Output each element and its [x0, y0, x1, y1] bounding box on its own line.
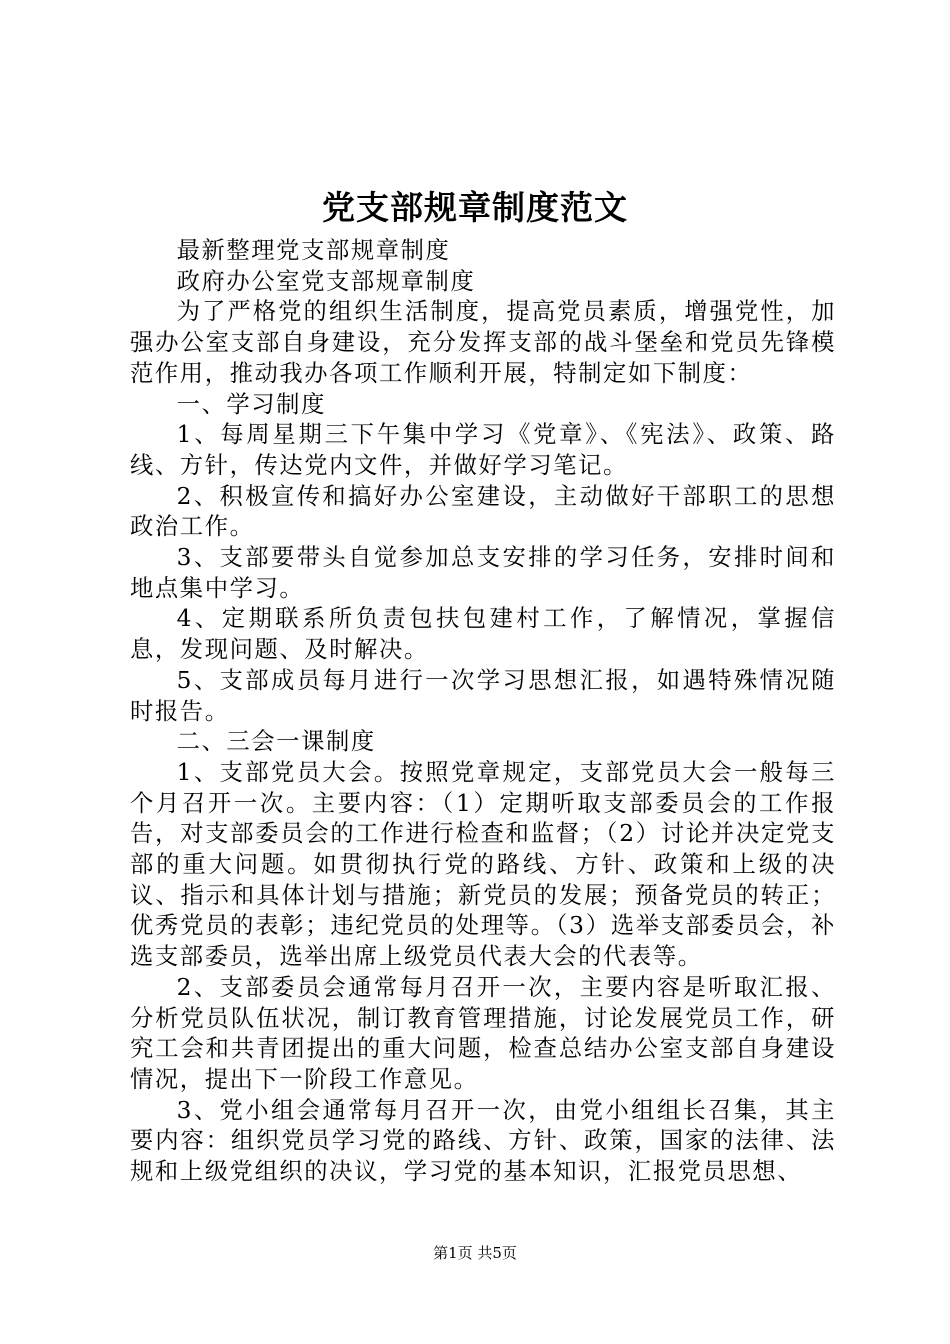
paragraph: 4、定期联系所负责包扶包建村工作，了解情况，掌握信息，发现问题、及时解决。 [130, 605, 836, 664]
paragraph: 1、每周星期三下午集中学习《党章》、《宪法》、政策、路线、方针，传达党内文件，并做好学习笔记。 [130, 421, 836, 479]
paragraph: 5、支部成员每月进行一次学习思想汇报，如遇特殊情况随时报告。 [130, 666, 836, 725]
document-body [130, 236, 836, 1188]
page-title: 党支部规章制度范文 [322, 188, 628, 227]
paragraph: 3、支部要带头自觉参加总支安排的学习任务，安排时间和地点集中学习。 [130, 544, 836, 602]
page-number-footer: 第1页 共5页 [433, 1244, 517, 1262]
paragraph: 为了严格党的组织生活制度，提高党员素质，增强党性，加强办公室支部自身建设，充分发挥支部的战斗堡垒和党员先锋模范作用，推动我办各项工作顺利开展，特制定如下制度： [130, 298, 836, 387]
paragraph: 3、党小组会通常每月召开一次，由党小组组长召集，其主要内容：组织党员学习党的路线、方针、政策，国家的法律、法规和上级党组织的决议，学习党的基本知识，汇报党员思想、 [130, 1096, 836, 1186]
section-heading: 一、学习制度 [176, 390, 326, 418]
paragraph: 1、支部党员大会。按照党章规定，支部党员大会一般每三个月召开一次。主要内容：（1）定期听取支部委员会的工作报告，对支部委员会的工作进行检查和监督；（2）讨论并决定党支部的重大问题。如贯彻执行党的路线、方针、政策和上级的决议、指示和具体计划与措施；新党员的发展；预备党员的转正；优秀党员的表彰；违纪党员的处理等。（3）选举支部委员会，补选支部委员，选举出席上级党员代表大会的代表等。 [130, 758, 836, 971]
paragraph: 政府办公室党支部规章制度 [176, 267, 476, 295]
section-heading: 二、三会一课制度 [176, 728, 376, 756]
paragraph: 最新整理党支部规章制度 [176, 237, 451, 264]
paragraph: 2、积极宣传和搞好办公室建设，主动做好干部职工的思想政治工作。 [130, 482, 836, 541]
paragraph: 2、支部委员会通常每月召开一次，主要内容是听取汇报、分析党员队伍状况，制订教育管理措施，讨论发展党员工作，研究工会和共青团提出的重大问题，检查总结办公室支部自身建设情况，提出下一阶段工作意见。 [130, 973, 836, 1093]
